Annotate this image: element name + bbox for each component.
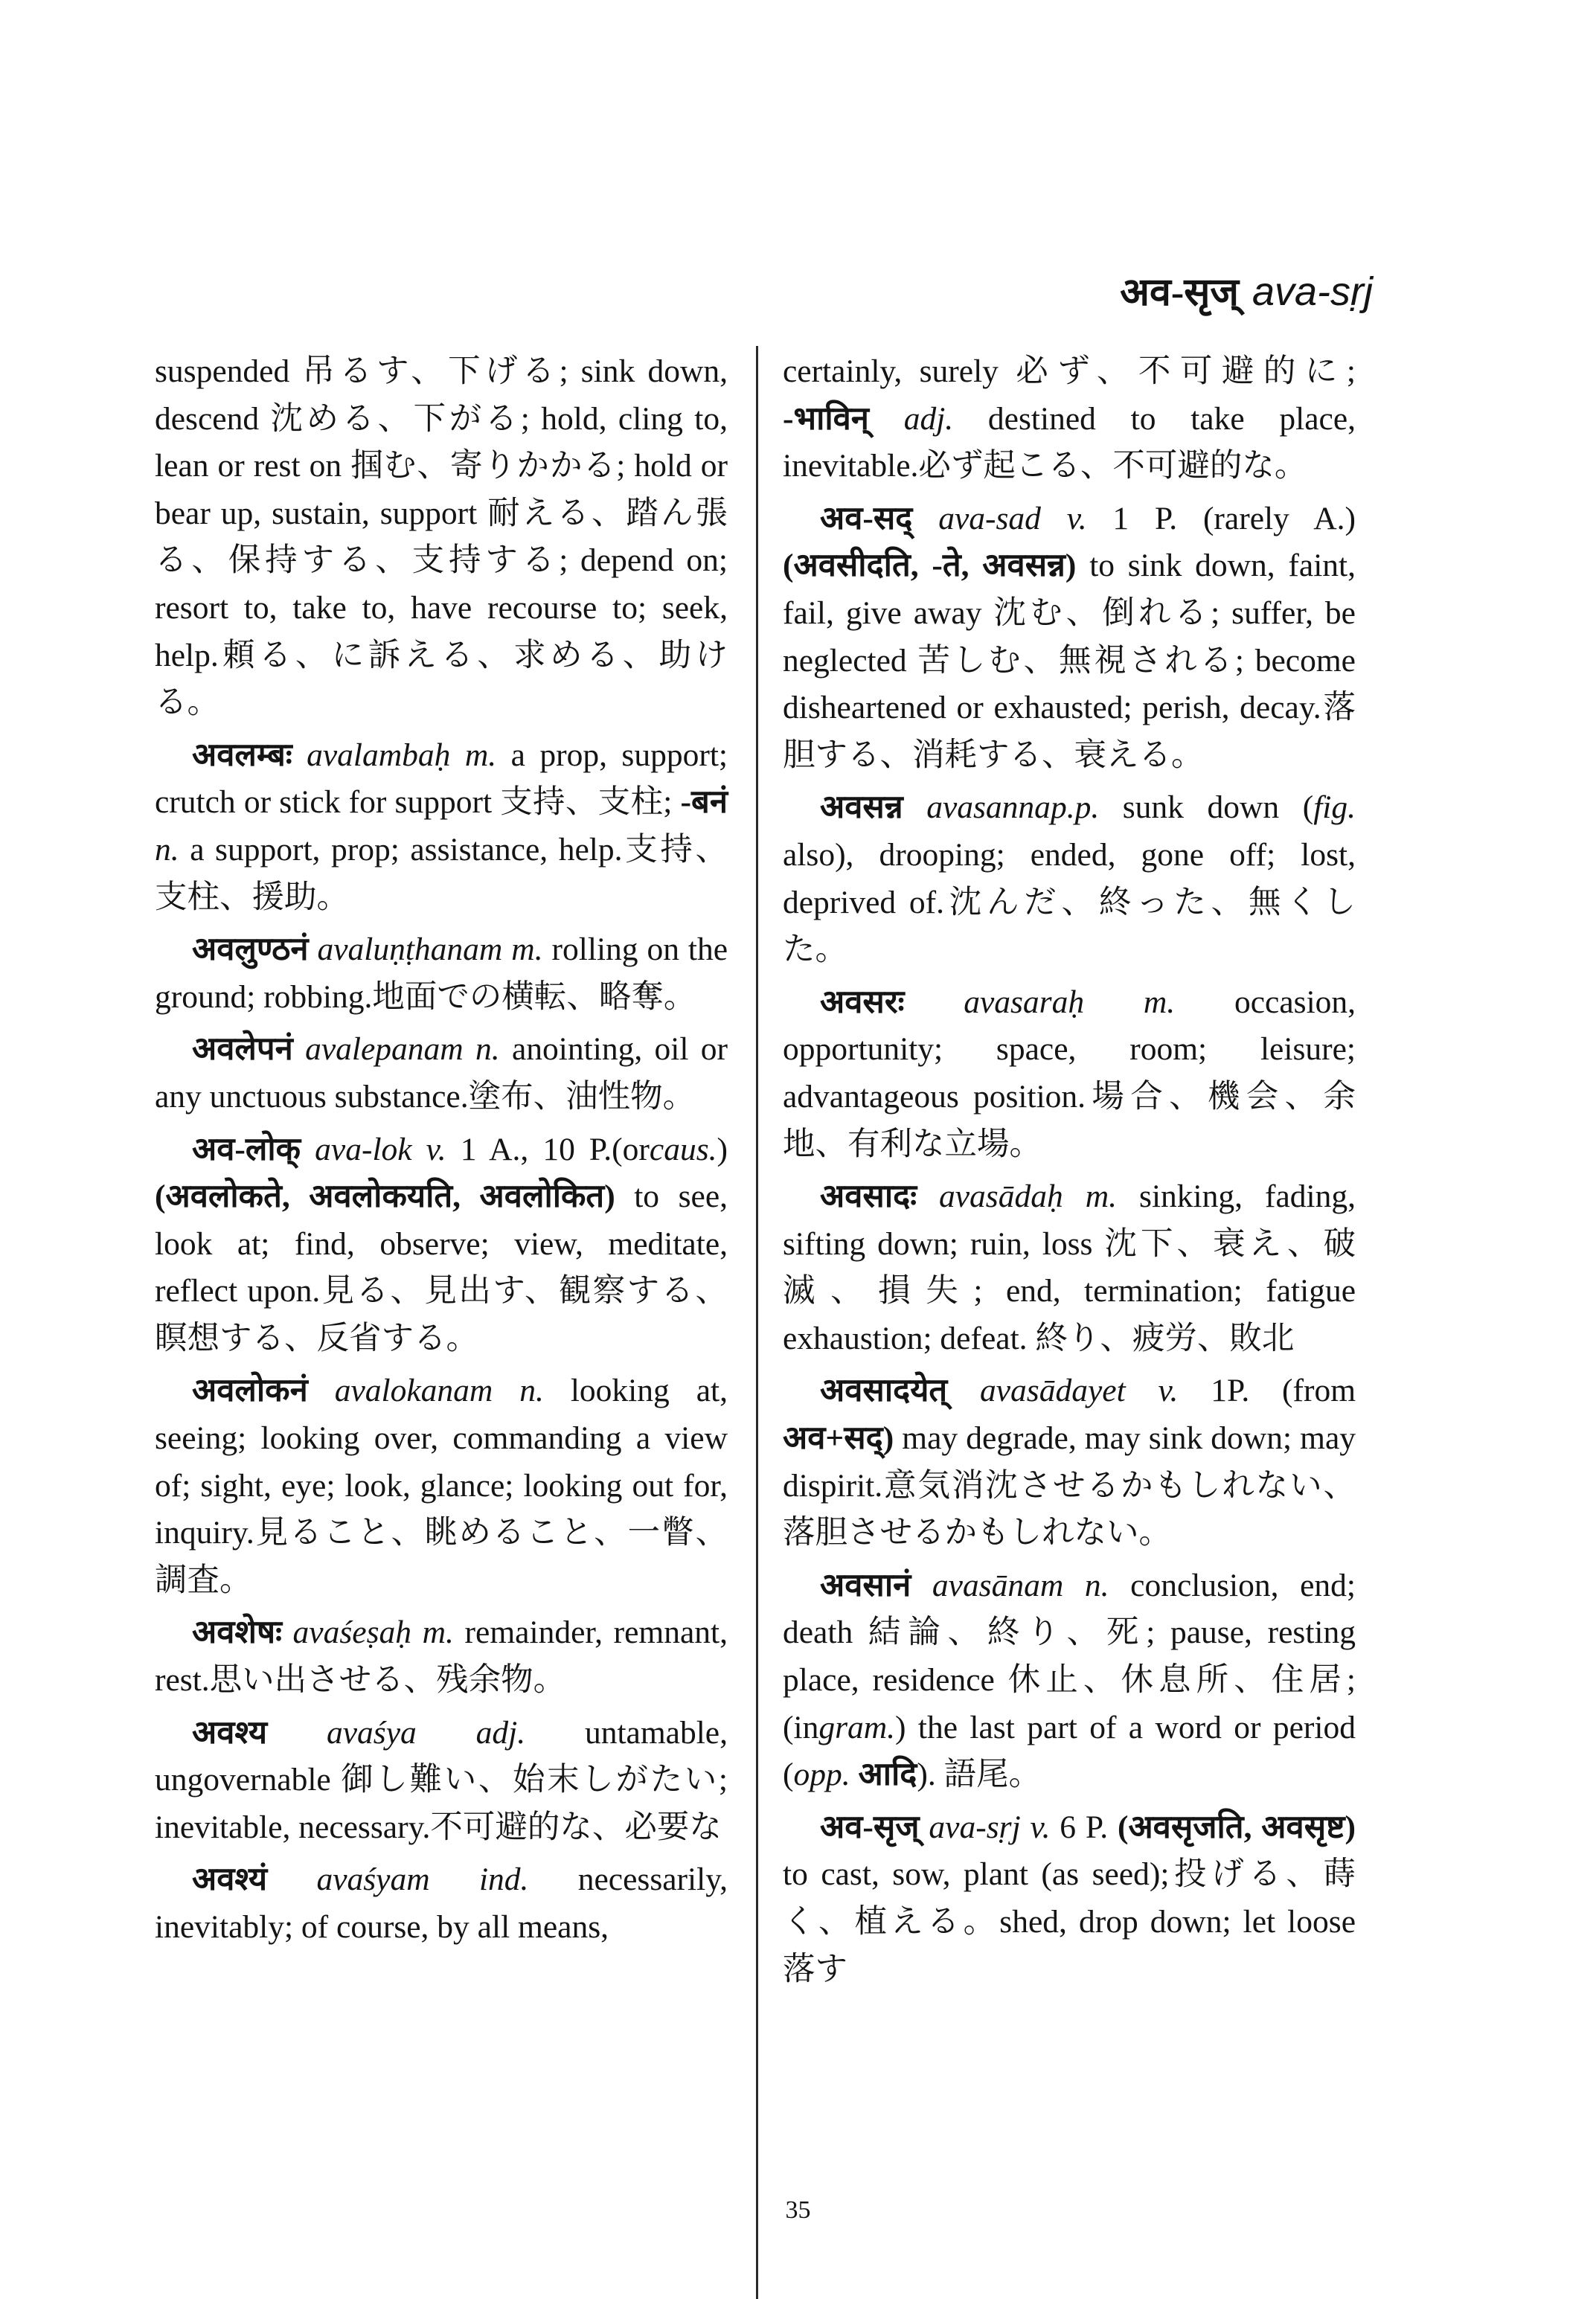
headword: अवश्य [192, 1714, 268, 1751]
transliteration: avaśyam [316, 1862, 430, 1898]
entry-avasadah [783, 1173, 1356, 1362]
left-continuation: suspended 吊るす、下げる; sink down, descend 沈める、下がる; hold, cling to, lean or rest on 掴む、寄りかかる; hold or bear up, sustain, support 耐える、踏ん張る、保持する、支持する; depend on; resort to, take to, have recourse to; seek, help.頼る、に訴える、求める、助ける。 [155, 353, 728, 721]
entry-avasesah [155, 1609, 728, 1704]
note-label: opp. [793, 1757, 850, 1793]
grammar-label: m. [464, 737, 497, 773]
transliteration: ava-sṛj [929, 1809, 1021, 1845]
entry-avalunthanam [155, 926, 728, 1021]
grammar-label: m. [422, 1615, 454, 1651]
conjugation-class: 1P. (from [1211, 1373, 1356, 1409]
headword: अवलेपनं [192, 1031, 293, 1068]
headword: अवलोकनं [192, 1373, 308, 1409]
definition: a support, prop; assistance, help.支持、支柱、援助。 [155, 831, 728, 915]
definition: rolling on the ground; robbing.地面での横転、略奪。 [155, 932, 728, 1015]
entry-ava-lok [155, 1126, 728, 1363]
definition: occasion, opportunity; space, room; leisure; advantageous position.場合、機会、余地、有利な立場。 [783, 984, 1356, 1162]
headword: अव-सृज् [820, 1809, 920, 1845]
entry-avasanna [783, 784, 1356, 973]
definition: sinking, fading, sifting down; ruin, loss 沈下、衰え、破滅、損失; end, termination; fatigue exhaustion; defeat. 終り、疲労、敗北 [783, 1179, 1356, 1356]
grammar-label: m. [511, 932, 543, 968]
running-head-devanagari: अव-सृज् [1120, 272, 1239, 314]
transliteration: avalepanam [305, 1031, 464, 1068]
transliteration: avaśeṣaḥ [292, 1615, 412, 1651]
entry-avalepanam [155, 1026, 728, 1120]
definition: conclusion, end; death 結論、終り、死; pause, resting place, residence 休止、休息所、住居; (in [783, 1567, 1356, 1745]
transliteration: avaśya [326, 1714, 417, 1751]
grammar-label: m. [1143, 984, 1176, 1020]
headword: अवसादः [820, 1179, 917, 1215]
headword: अवसानं [820, 1567, 911, 1603]
right-column [783, 348, 1356, 1998]
headword: अवसरः [820, 984, 905, 1020]
grammar-label: n. [155, 831, 179, 868]
transliteration: avasādayet [980, 1373, 1126, 1409]
grammar-label: v. [1158, 1373, 1179, 1409]
transliteration: ava-lok [315, 1131, 412, 1167]
entry-ava-sad [783, 496, 1356, 780]
headword: अवशेषः [192, 1615, 282, 1651]
entry-avasanam [783, 1562, 1356, 1799]
definition: necessarily, inevitably; of course, by all means, [155, 1862, 728, 1945]
headword: अवसादयेत् [820, 1373, 948, 1409]
headword: अव-सद् [820, 500, 913, 536]
grammar-label: m. [1085, 1179, 1118, 1215]
grammar-label: adj. [475, 1714, 526, 1751]
entry-avalokanam [155, 1367, 728, 1604]
running-head [1120, 264, 1373, 317]
left-column [155, 348, 728, 1957]
definition: remainder, remnant, rest.思い出させる、残余物。 [155, 1615, 728, 1699]
transliteration: avasanna [926, 789, 1051, 826]
transliteration: avasādaḥ [938, 1179, 1063, 1215]
grammar-label: n. [1084, 1567, 1109, 1603]
continuation-text: certainly, surely 必ず、不可避的に; [783, 353, 1356, 389]
conjugation-class: 6 P. [1060, 1809, 1109, 1845]
conjugation-class: 1 A., 10 P.(or [460, 1131, 650, 1167]
headword: अवलुण्ठनं [192, 932, 309, 968]
page-number: 35 [785, 2196, 811, 2224]
sub-headword: -बनं [680, 784, 728, 821]
entry-ava-srj [783, 1804, 1356, 1993]
headword: अवलम्बः [192, 737, 292, 773]
verb-forms: (अवसीदति, -ते, अवसन्न) [783, 548, 1077, 584]
grammar-label: v. [426, 1131, 446, 1167]
running-head-roman: ava-sṛj [1252, 269, 1373, 314]
definition-continued: ) the last part of a word or period ( [783, 1709, 1356, 1793]
verb-forms: अव+सद्) [783, 1420, 894, 1457]
definition: untamable, ungovernable 御し難い、始末しがたい; inevitable, necessary.不可避的な、必要な [155, 1714, 728, 1845]
definition-end: ). 語尾。 [917, 1757, 1042, 1793]
right-continuation [783, 348, 1356, 490]
transliteration: avalambaḥ [307, 737, 451, 773]
entry-avasarah [783, 979, 1356, 1168]
grammar-label: adj. [903, 400, 954, 437]
grammar-label: n. [475, 1031, 500, 1068]
transliteration: avasānam [932, 1567, 1064, 1603]
punctuation: ) [717, 1131, 728, 1167]
cross-reference: आदि [858, 1757, 917, 1793]
definition: looking at, seeing; looking over, commanding a view of; sight, eye; look, glance; looking out for, inquiry.見ること、眺めること、一瞥、調査。 [155, 1373, 728, 1598]
transliteration: avalokanam [334, 1373, 493, 1409]
definition-lead: sunk down ( [1122, 789, 1314, 826]
headword: अवश्यं [192, 1862, 268, 1898]
verb-forms: (अवसृजति, अवसृष्ट) [1117, 1809, 1356, 1845]
note-label: fig. [1313, 789, 1356, 826]
grammar-label: p.p. [1050, 789, 1100, 826]
definition: to see, look at; find, observe; view, meditate, reflect upon.見る、見出す、観察する、瞑想する、反省する。 [155, 1179, 728, 1356]
headword: अव-लोक् [192, 1131, 301, 1167]
column-divider [756, 346, 758, 2299]
definition: to sink down, faint, fail, give away 沈む、倒れる; suffer, be neglected 苦しむ、無視される; become disheartened or exhausted; perish, decay.落胆する、消耗する、衰える。 [783, 548, 1356, 773]
definition: may degrade, may sink down; may dispirit.意気消沈させるかもしれない、落胆させるかもしれない。 [783, 1420, 1356, 1551]
transliteration: avasaraḥ [964, 984, 1085, 1020]
transliteration: ava-sad [938, 500, 1041, 536]
conjugation-class: 1 P. (rarely A.) [1112, 500, 1356, 536]
grammar-label: v. [1066, 500, 1087, 536]
definition: destined to take place, inevitable.必ず起こる、不可避的な。 [783, 400, 1356, 484]
sub-headword: -भाविन् [783, 400, 869, 437]
entry-avasya [155, 1710, 728, 1852]
definition: anointing, oil or any unctuous substance.塗布、油性物。 [155, 1031, 728, 1115]
note-label: gram. [818, 1709, 896, 1745]
transliteration: avaluṇṭhanam [317, 932, 503, 968]
grammar-label: ind. [478, 1862, 529, 1898]
entry-avasadayet [783, 1367, 1356, 1556]
grammar-label: v. [1030, 1809, 1051, 1845]
definition: a prop, support; crutch or stick for support 支持、支柱; [155, 737, 728, 821]
definition: to cast, sow, plant (as seed);投げる、蒔く、植える。shed, drop down; let loose 落す [783, 1856, 1356, 1987]
grammar-label: n. [519, 1373, 544, 1409]
entry-avasyam [155, 1856, 728, 1951]
definition: also), drooping; ended, gone off; lost, deprived of.沈んだ、終った、無くした。 [783, 836, 1356, 968]
headword: अवसन्न [820, 789, 903, 826]
entry-avalambah [155, 732, 728, 921]
verb-forms: (अवलोकते, अवलोकयति, अवलोकित) [155, 1179, 615, 1215]
note-label: caus. [649, 1131, 717, 1167]
